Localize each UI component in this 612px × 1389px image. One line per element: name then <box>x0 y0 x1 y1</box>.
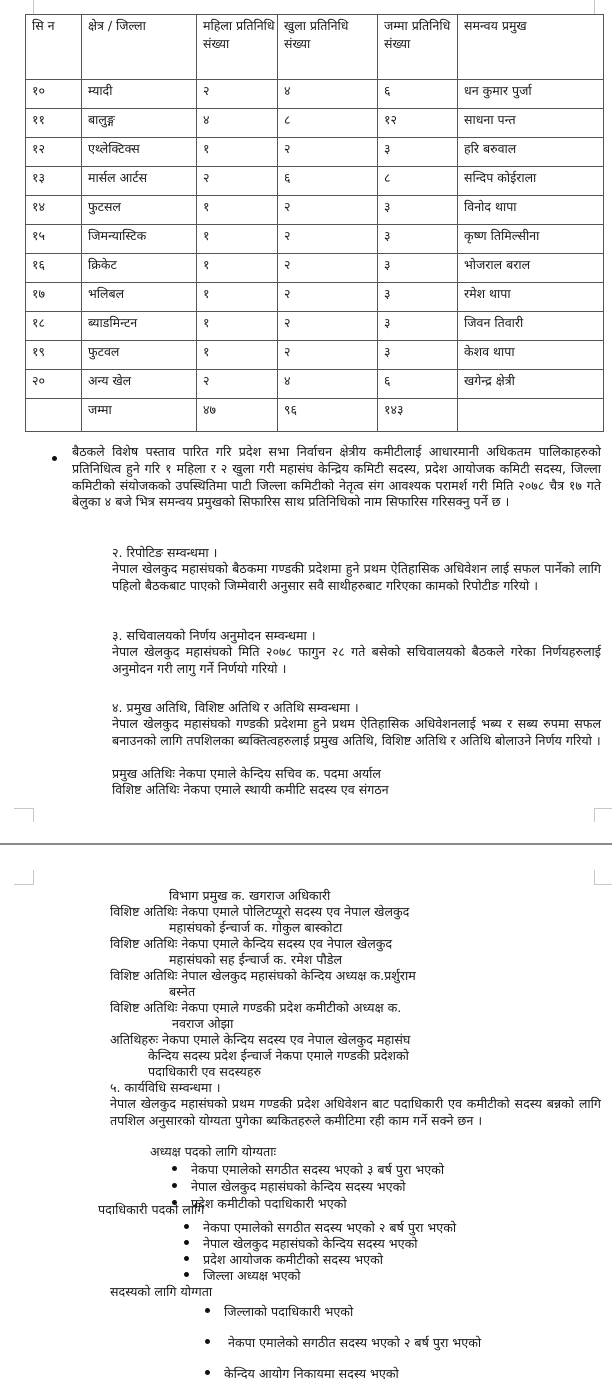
bullet-icon <box>184 1224 189 1229</box>
header-female: महिला प्रतिनिधि संख्या <box>197 15 278 80</box>
member-qualification-item <box>205 1366 399 1382</box>
bullet-icon <box>184 1256 189 1261</box>
total-cell-open: ९६ <box>278 399 378 432</box>
cell-area: जिमन्यास्टिक <box>82 225 197 254</box>
table-row <box>26 80 604 109</box>
bullet-icon <box>172 1183 177 1188</box>
cell-total: ६ <box>378 80 458 109</box>
bullet-icon <box>205 1339 210 1344</box>
cell-area: अन्य खेल <box>82 370 197 399</box>
list-item-text: नेकपा एमालेको सगठीत सदस्य भएको २ बर्ष पुरा भएको <box>203 1220 457 1235</box>
cell-open: २ <box>278 254 378 283</box>
cell-serial: १४ <box>26 196 82 225</box>
cell-serial: १३ <box>26 167 82 196</box>
cell-open: ८ <box>278 109 378 138</box>
table-row <box>26 196 604 225</box>
cell-total: ३ <box>378 283 458 312</box>
cell-coordinator: सन्दिप कोईराला <box>458 167 604 196</box>
bullet-icon <box>205 1370 210 1375</box>
margin-guide <box>14 808 34 809</box>
cell-total: १२ <box>378 109 458 138</box>
special-guest-2-cont: महासंघको ईन्चार्ज क. गोकुल बास्कोटा <box>169 920 343 935</box>
margin-guide <box>594 0 595 14</box>
page-break <box>0 843 612 845</box>
special-guest-4: विशिष्ट अतिथिः नेपाल खेलकुद महासंघको केन्दिय अध्यक्ष क.प्रर्शुराम <box>110 968 416 983</box>
total-cell-serial <box>26 399 82 432</box>
guests: अतिथिहरुः नेकपा एमाले केन्दिय सदस्य एव नेपाल खेलकुद महासंघ <box>110 1032 411 1047</box>
header-total: जम्मा प्रतिनिधि संख्या <box>378 15 458 80</box>
officer-qualification-item <box>184 1220 456 1236</box>
cell-open: २ <box>278 341 378 370</box>
cell-female: १ <box>197 225 278 254</box>
total-cell-coordinator <box>458 399 604 432</box>
header-serial: सि न <box>26 15 82 80</box>
cell-area: ब्याडमिन्टन <box>82 312 197 341</box>
cell-female: ४ <box>197 109 278 138</box>
list-item-text: नेपाल खेलकुद महासंघको केन्दिय सदस्य भएको <box>203 1236 418 1251</box>
cell-area: भलिबल <box>82 283 197 312</box>
special-guest-3-cont: महासंघको सह ईन्चार्ज क. रमेश पौडेल <box>169 952 342 967</box>
president-qualification-item <box>172 1179 406 1195</box>
president-qualification-item <box>172 1162 444 1178</box>
cell-coordinator: जिवन तिवारी <box>458 312 604 341</box>
section-3-body: नेपाल खेलकुद महासंघको मिति २०७८ फागुन २८ गते बसेको सचिवालयको बैठकले गरेका निर्णयहरुलाई अनुमोदन गरी लागु गर्ने निर्णयो गरियो । <box>112 644 601 676</box>
cell-serial: १८ <box>26 312 82 341</box>
cell-female: १ <box>197 312 278 341</box>
chief-guest: प्रमुख अतिथिः नेकपा एमाले केन्दिय सचिव क. पदमा अर्याल <box>112 766 381 781</box>
member-qualification-item <box>205 1304 353 1320</box>
cell-coordinator: विनोद थापा <box>458 196 604 225</box>
cell-total: ८ <box>378 167 458 196</box>
list-item-text: केन्दिय आयोग निकायमा सदस्य भएको <box>224 1366 399 1381</box>
cell-coordinator: खगेन्द्र क्षेत्री <box>458 370 604 399</box>
cell-female: २ <box>197 80 278 109</box>
cell-area: मार्सल आर्टस <box>82 167 197 196</box>
cell-serial: १७ <box>26 283 82 312</box>
bullet-icon <box>52 456 57 461</box>
member-qualification-heading: सदस्यको लागि योग्गता <box>110 1284 213 1299</box>
president-qualification-heading: अध्यक्ष पदको लागि योग्यताः <box>150 1144 277 1159</box>
table-row <box>26 167 604 196</box>
cell-total: ३ <box>378 254 458 283</box>
header-area: क्षेत्र / जिल्ला <box>82 15 197 80</box>
cell-open: २ <box>278 196 378 225</box>
table-row <box>26 109 604 138</box>
margin-guide <box>33 808 34 822</box>
document-page-2 <box>0 846 612 1389</box>
cell-serial: १५ <box>26 225 82 254</box>
section-5-body: नेपाल खेलकुद महासंघको प्रथम गण्डकी प्रदेश अधिवेशन बाट पदाधिकारी एव कमीटीको सदस्य बन्नको लागि तपशिल अनुसारको योग्यता पुगेका ब्यकितहरुले कमीटिमा रही काम गर्ने सक्ने छन । <box>110 1096 601 1128</box>
section-5-heading: ५. कार्यविधि सम्वन्धमा । <box>110 1080 221 1095</box>
cell-coordinator: कृष्ण तिमिल्सीना <box>458 225 604 254</box>
special-guest-5-cont: नवराज ओझा <box>172 1016 234 1031</box>
list-item-text: जिल्ला अध्यक्ष भएको <box>203 1268 301 1283</box>
officer-qualification-item <box>184 1252 383 1268</box>
cell-total: ३ <box>378 341 458 370</box>
table-row <box>26 225 604 254</box>
margin-guide <box>594 808 612 809</box>
special-guest-5: विशिष्ट अतिथिः नेकपा एमाले गण्डकी प्रदेश कमीटीको अध्यक्ष क. <box>110 1000 402 1015</box>
table-row <box>26 254 604 283</box>
cell-total: ३ <box>378 196 458 225</box>
guests-cont-2: पदाधिकारी एव सदस्यहरु <box>148 1064 262 1079</box>
list-item-text: नेपाल खेलकुद महासंघको केन्दिय सदस्य भएको <box>191 1179 406 1194</box>
cell-total: ३ <box>378 225 458 254</box>
cell-open: २ <box>278 312 378 341</box>
cell-coordinator: भोजराल बराल <box>458 254 604 283</box>
special-guest-4-cont: बस्नेत <box>169 984 196 999</box>
cell-open: ४ <box>278 370 378 399</box>
bullet-icon <box>184 1240 189 1245</box>
cell-area: बालुङ्ग <box>82 109 197 138</box>
total-cell-total: १४३ <box>378 399 458 432</box>
section-2-heading: २. रिपोटिङ सम्वन्धमा । <box>112 545 218 560</box>
cell-coordinator: साधना पन्त <box>458 109 604 138</box>
special-guest-1: विशिष्ट अतिथिः नेकपा एमाले स्थायी कमीटि सदस्य एव संगठन <box>112 782 389 797</box>
representatives-table <box>25 14 604 432</box>
cell-female: १ <box>197 138 278 167</box>
header-open: खुला प्रतिनिधि संख्या <box>278 15 378 80</box>
officer-qualification-heading: पदाधिकारी पदको लागि <box>98 1202 205 1217</box>
cell-serial: २० <box>26 370 82 399</box>
table-row <box>26 283 604 312</box>
cell-female: १ <box>197 196 278 225</box>
cell-female: १ <box>197 254 278 283</box>
special-guest-3: विशिष्ट अतिथिः नेकपा एमाले केन्दिय सदस्य एव नेपाल खेलकुद <box>110 936 393 951</box>
table-total-row <box>26 399 604 432</box>
cell-serial: १६ <box>26 254 82 283</box>
table-row <box>26 341 604 370</box>
cell-open: २ <box>278 283 378 312</box>
special-guest-2: विशिष्ट अतिथिः नेकपा एमाले पोलिटप्यूरो सदस्य एव नेपाल खेलकुद <box>110 904 410 919</box>
table-row <box>26 312 604 341</box>
table-row <box>26 138 604 167</box>
margin-guide <box>33 0 34 14</box>
cell-coordinator: रमेश थापा <box>458 283 604 312</box>
total-cell-area: जम्मा <box>82 399 197 432</box>
bullet-icon <box>205 1308 210 1313</box>
cell-open: ६ <box>278 167 378 196</box>
cell-female: १ <box>197 341 278 370</box>
cell-coordinator: हरि बरुवाल <box>458 138 604 167</box>
section-3-heading: ३. सचिवालयको निर्णय अनुमोदन सम्वन्धमा । <box>112 628 316 643</box>
margin-guide <box>594 870 595 884</box>
member-qualification-item <box>205 1335 481 1351</box>
cell-total: ६ <box>378 370 458 399</box>
bullet-icon <box>172 1166 177 1171</box>
guests-cont-1: केन्दिय सदस्य प्रदेश ईन्चार्ज नेकपा एमाले गण्डकी प्रदेशको <box>148 1048 409 1063</box>
officer-qualification-item <box>184 1236 418 1252</box>
cell-female: १ <box>197 283 278 312</box>
cell-serial: १० <box>26 80 82 109</box>
officer-qualification-item <box>184 1268 301 1284</box>
cell-coordinator: केशव थापा <box>458 341 604 370</box>
list-item-text: प्रदेश आयोजक कमीटीको सदस्य भएको <box>203 1252 384 1267</box>
list-item-text: नेकपा एमालेको सगठीत सदस्य भएको २ बर्ष पुरा भएको <box>224 1335 482 1350</box>
margin-guide <box>594 808 595 822</box>
margin-guide <box>14 884 34 885</box>
header-coordinator: समन्वय प्रमुख <box>458 15 604 80</box>
special-guest-1-cont: विभाग प्रमुख क. खगराज अधिकारी <box>169 888 331 903</box>
cell-coordinator: धन कुमार पुर्जा <box>458 80 604 109</box>
cell-total: ३ <box>378 138 458 167</box>
cell-total: ३ <box>378 312 458 341</box>
decision-paragraph: बैठकले विशेष पस्ताव पारित गरि प्रदेश सभा निर्वाचन क्षेत्रीय कमीटीलाई आधारमानी अधिकतम पालिकाहरुको प्रतिनिधित्व हुने गरि १ महिला र २ खुला गरी महासंघ केन्द्रिय कमिटी सदस्य, प्रदेश आयोजक कमिटी सदस्य, जिल्ला कमिटीको संयोजकको उपस्थितिमा पाटी जिल्ला कमिटीको नेतृत्व संग आवश्यक परामर्श गरी मिति २०७८ चैत्र १७ गते बेलुका ४ बजे भित्र समन्वय प्रमुखको सिफारिस साथ प्रतिनिधिको नाम सिफारिस गरिसक्नु पर्ने छ । <box>72 444 601 510</box>
cell-area: एथ्लेक्टिक्स <box>82 138 197 167</box>
cell-serial: १९ <box>26 341 82 370</box>
cell-area: म्यादी <box>82 80 197 109</box>
cell-open: २ <box>278 225 378 254</box>
cell-serial: ११ <box>26 109 82 138</box>
table-row <box>26 370 604 399</box>
cell-area: क्रिकेट <box>82 254 197 283</box>
cell-open: ४ <box>278 80 378 109</box>
cell-open: २ <box>278 138 378 167</box>
margin-guide <box>33 870 34 884</box>
bullet-icon <box>184 1272 189 1277</box>
section-2-body: नेपाल खेलकुद महासंघको बैठकमा गण्डकी प्रदेशमा हुने प्रथम ऐतिहासिक अधिवेशन लाई सफल पार्नेको लागि पहिलो बैठकबाट पाएको जिम्मेवारी अनुसार सवै साथीहरुबाट गरिएका कामको रिपोटीङ गरियो । <box>112 561 601 593</box>
section-4-body: नेपाल खेलकुद महासंघको गण्डकी प्रदेशमा हुने प्रथम ऐतिहासिक अधिवेशनलाई भब्य र सब्य रुपमा सफल बनाउनको लागि तपशिलका ब्यक्तित्वहरुलाई प्रमुख अतिथि, विशिष्ट अतिथि र अतिथि बोलाउने निर्णय गरियो । <box>112 716 601 748</box>
cell-area: फुटसल <box>82 196 197 225</box>
cell-female: २ <box>197 370 278 399</box>
table-header-row <box>26 15 604 80</box>
cell-serial: १२ <box>26 138 82 167</box>
total-cell-female: ४७ <box>197 399 278 432</box>
list-item-text: प्रदेश कमीटीको पदाधिकारी भएको <box>191 1196 347 1211</box>
margin-guide <box>594 884 612 885</box>
cell-area: फुटवल <box>82 341 197 370</box>
cell-female: २ <box>197 167 278 196</box>
section-4-heading: ४. प्रमुख अतिथि, विशिष्ट अतिथि र अतिथि सम्वन्धमा । <box>112 700 359 715</box>
list-item-text: नेकपा एमालेको सगठीत सदस्य भएको ३ बर्ष पुरा भएको <box>191 1162 445 1177</box>
list-item-text: जिल्लाको पदाधिकारी भएको <box>224 1304 354 1319</box>
